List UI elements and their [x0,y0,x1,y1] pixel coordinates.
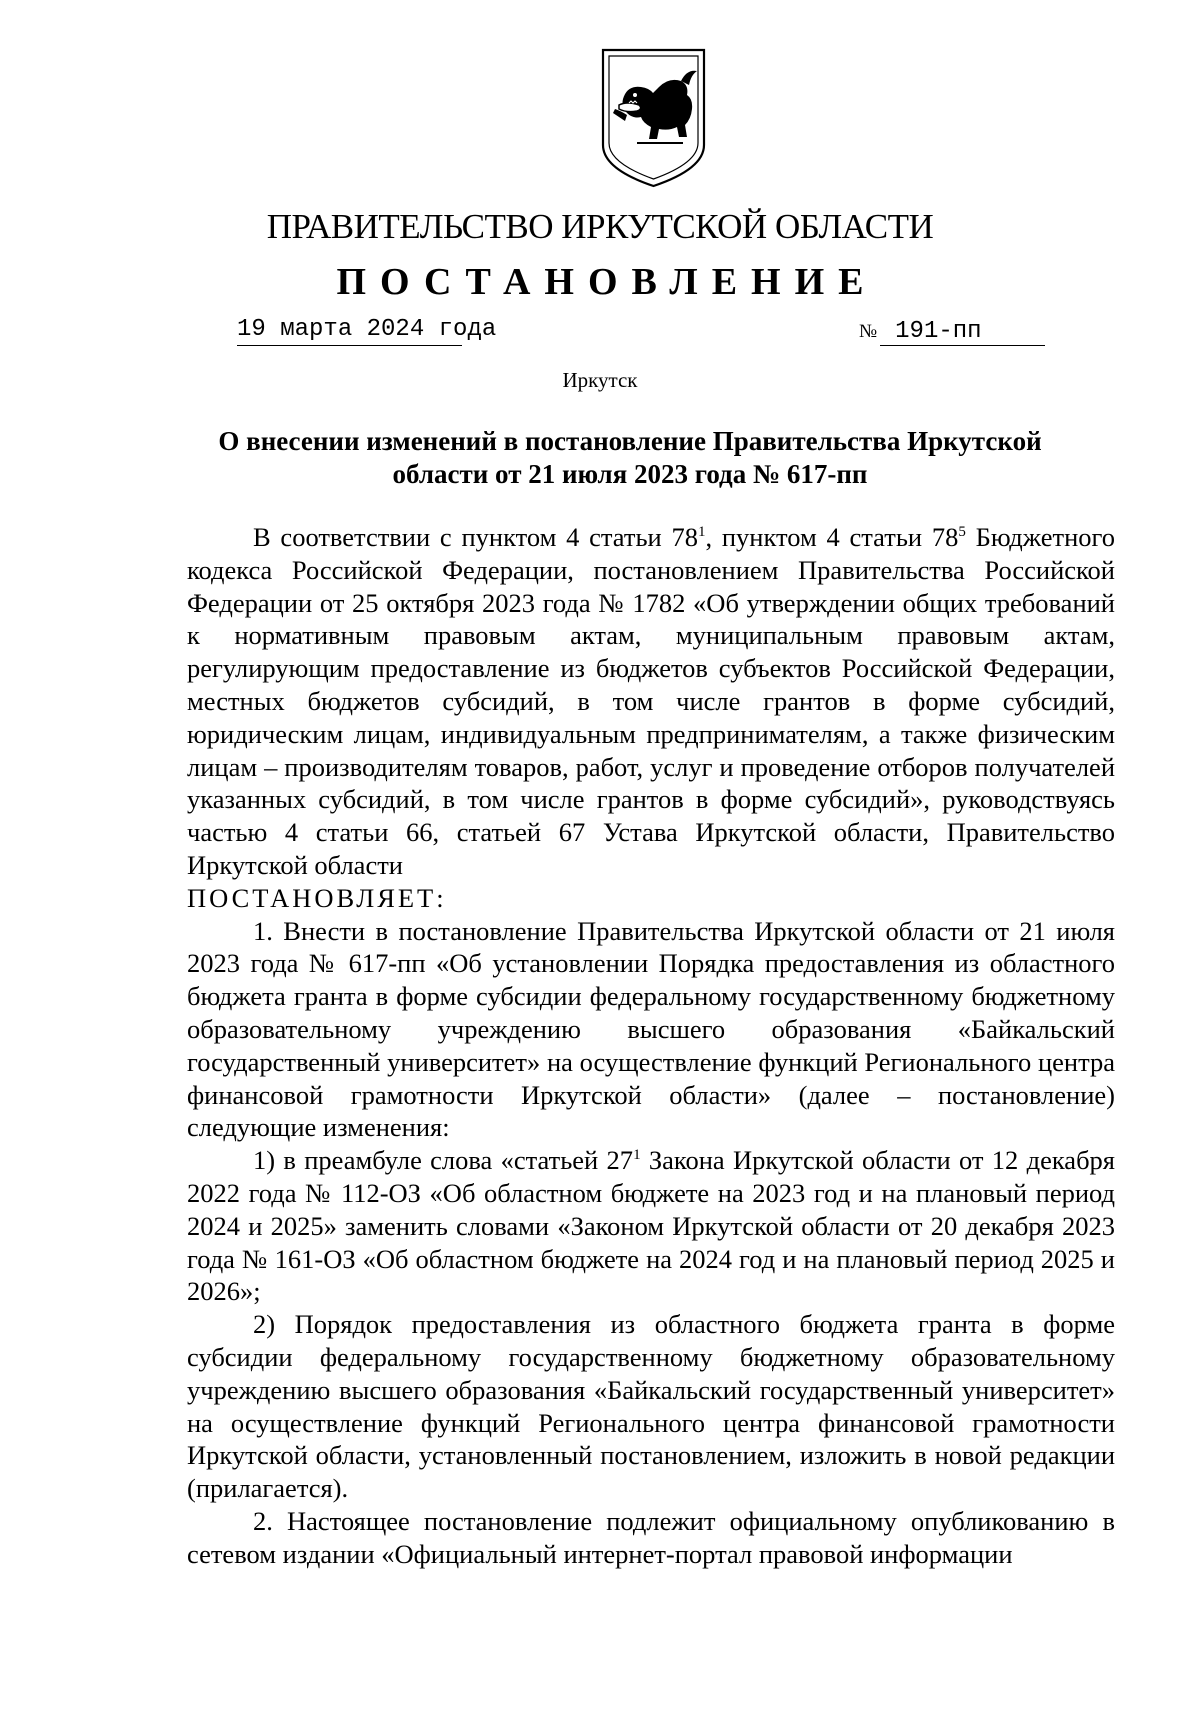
item-2-paragraph: 2. Настоящее постановление подлежит официальному опубликованию в сетевом издании «Официальный интернет-портал правовой информации [187,1505,1115,1569]
preamble-text-3: Бюджетного кодекса Российской Федерации, постановлением Правительства Российской Федерации от 25 октября 2023 года № 1782 «Об утверждении общих требований к нормативным правовым актам, муниципальным правовым актам, регулирующим предоставление из бюджетов субъектов Российской Федерации, местных бюджетов субсидий, в том числе грантов в форме субсидий, юридическим лицам, индивидуальным предпринимателям, а также физическим лицам – производителям товаров, работ, услуг и проведение отборов получателей указанных субсидий, в том числе грантов в форме субсидий», руководствуясь частью 4 статьи 66, статьей 67 Устава Иркутской области, Правительство Иркутской области [187,522,1115,880]
title-line-2: области от 21 июля 2023 года № 617-пп [392,459,868,489]
item-1-1-sup: 1 [633,1147,641,1164]
item-1-paragraph: 1. Внести в постановление Правительства Иркутской области от 21 июля 2023 года № 617-пп «Об установлении Порядка предоставления из областного бюджета гранта в форме субсидии федеральному государственному бюджетному образовательному учреждению высшего образования «Байкальский государственный университет» на осуществление функций Регионального центра финансовой грамотности Иркутской области» (далее – постановление) следующие изменения: [187,915,1115,1143]
date-underline [237,345,462,346]
item-1-1-paragraph [187,1144,1115,1308]
irkutsk-coat-of-arms-icon [597,47,710,189]
item-1-1-text-1: 1) в преамбуле слова «статьей 27 [253,1145,634,1176]
resolves-heading: ПОСТАНОВЛЯЕТ: [187,882,447,913]
number-underline [880,345,1045,346]
number-sign: № [859,321,878,342]
preamble-text-1: В соответствии с пунктом 4 статьи 78 [253,522,698,552]
preamble-paragraph [187,521,1115,882]
document-title [180,425,1080,491]
government-name: ПРАВИТЕЛЬСТВО ИРКУТСКОЙ ОБЛАСТИ [266,207,934,246]
preamble-sup-1: 1 [697,524,706,540]
preamble-sup-2: 5 [958,524,966,540]
document-number [859,315,982,347]
number-value: 191-пп [895,318,982,345]
document-type: ПОСТАНОВЛЕНИЕ [336,261,878,303]
item-1-1-text-2: Закона Иркутской области от 12 декабря 2022 года № 112-ОЗ «Об областном бюджете на 2023 год и на плановый период 2024 и 2025» заменить словами «Законом Иркутской области от 20 декабря 2023 года № 161-ОЗ «Об областном бюджете на 2024 год и на плановый период 2025 и 2026»; [187,1145,1115,1307]
item-1-2-paragraph: 2) Порядок предоставления из областного бюджета гранта в форме субсидии федеральному государственному бюджетному образовательному учреждению высшего образования «Байкальский государственный университет» на осуществление функций Регионального центра финансовой грамотности Иркутской области, установленный постановлением, изложить в новой редакции (прилагается). [187,1309,1115,1504]
preamble-text-2: , пунктом 4 статьи 78 [705,522,959,552]
city: Иркутск [562,368,638,392]
title-line-1: О внесении изменений в постановление Правительства Иркутской [218,426,1042,456]
document-body [187,521,1115,1571]
document-date: 19 марта 2024 года [237,316,497,343]
